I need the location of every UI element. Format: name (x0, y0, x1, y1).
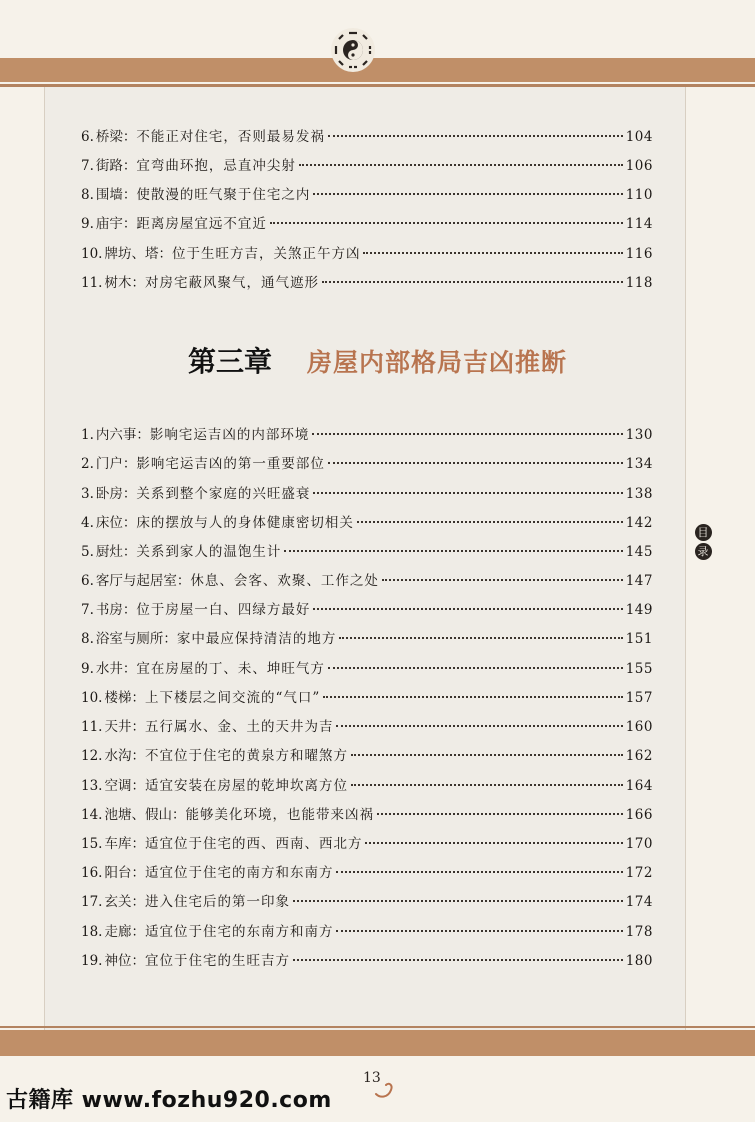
toc-entry[interactable] (81, 512, 653, 534)
toc-entry-page: 104 (625, 129, 653, 145)
toc-entry-text: 五行属水、金、土的天井为吉 (144, 719, 334, 735)
toc-entry-title: 阳台： (104, 865, 145, 881)
toc-entry-text: 影响宅运吉凶的内部环境 (149, 427, 310, 443)
toc-leader-dots (313, 193, 622, 195)
toc-entry-text: 距离房屋宜远不宜近 (136, 216, 267, 232)
toc-entry-page: 162 (625, 748, 653, 764)
toc-entry-number: 11. (81, 275, 103, 291)
toc-entry-number: 8. (81, 631, 94, 647)
toc-entry[interactable] (81, 658, 653, 680)
toc-entry[interactable] (81, 483, 653, 505)
toc-entry-number: 7. (81, 602, 94, 618)
toc-leader-dots (336, 871, 622, 873)
toc-leader-dots (382, 579, 623, 581)
toc-entry[interactable] (81, 155, 653, 177)
toc-entry[interactable] (81, 745, 653, 767)
header-bar (0, 58, 755, 82)
toc-entry-text: 关系到整个家庭的兴旺盛衰 (136, 486, 311, 502)
toc-entry-page: 174 (625, 894, 653, 910)
toc-leader-dots (377, 813, 623, 815)
toc-entry-page: 164 (625, 778, 653, 794)
toc-entry[interactable] (81, 599, 653, 621)
toc-entry-title: 空调： (104, 778, 145, 794)
toc-entry-page: 110 (625, 187, 653, 203)
toc-entry[interactable] (81, 687, 653, 709)
toc-entry-page: 147 (625, 573, 653, 589)
toc-entry-title: 水沟： (104, 748, 145, 764)
toc-entry-page: 116 (625, 246, 653, 262)
toc-entry-page: 134 (625, 456, 653, 472)
toc-leader-dots (313, 492, 622, 494)
toc-entry-title: 门户： (95, 456, 137, 472)
toc-entry-page: 155 (625, 661, 653, 677)
toc-entry-page: 145 (625, 544, 653, 560)
toc-leader-dots (336, 930, 622, 932)
toc-leader-dots (312, 433, 622, 435)
bagua-taiji-icon (331, 28, 375, 72)
toc-entry-page: 142 (625, 515, 653, 531)
toc-entry-number: 9. (81, 216, 94, 232)
toc-leader-dots (284, 550, 622, 552)
toc-entry-text: 上下楼层之间交流的“气口” (144, 690, 321, 706)
toc-entry-page: 178 (625, 924, 653, 940)
toc-entry[interactable] (81, 628, 653, 650)
toc-leader-dots (363, 252, 622, 254)
toc-entry[interactable] (81, 804, 653, 826)
toc-entry-text: 适宜位于住宅的南方和东南方 (144, 865, 334, 881)
toc-entry-page: 172 (625, 865, 653, 881)
chapter-label: 第三章 (187, 345, 272, 378)
toc-entry[interactable] (81, 126, 653, 148)
page-number: 13 (363, 1070, 381, 1086)
toc-entry-title: 床位： (95, 515, 137, 531)
toc-entry-text: 影响宅运吉凶的第一重要部位 (136, 456, 325, 472)
toc-entry-number: 13. (81, 778, 103, 794)
toc-entry-title: 庙宇： (95, 216, 137, 232)
toc-entry-text: 进入住宅后的第一印象 (144, 894, 290, 910)
toc-entry-text: 位于生旺方吉，关煞正午方凶 (171, 246, 361, 262)
toc-entry[interactable] (81, 272, 653, 294)
toc-entry-number: 19. (81, 953, 103, 969)
toc-entry-number: 6. (81, 573, 94, 589)
toc-entry[interactable] (81, 862, 653, 884)
chapter-title: 房屋内部格局吉凶推断 (307, 348, 568, 377)
toc-leader-dots (323, 696, 622, 698)
toc-entry[interactable] (81, 570, 653, 592)
toc-entry-text: 适宜位于住宅的西、西南、西北方 (144, 836, 363, 852)
toc-entry-text: 适宜安装在房屋的乾坤坎离方位 (144, 778, 348, 794)
toc-leader-dots (322, 281, 623, 283)
toc-entry-text: 使散漫的旺气聚于住宅之内 (136, 187, 311, 203)
toc-entry-number: 11. (81, 719, 103, 735)
chapter-heading (0, 340, 755, 384)
toc-side-tab[interactable] (689, 524, 717, 560)
toc-entry-text: 宜位于住宅的生旺吉方 (144, 953, 290, 969)
toc-entry-text: 宜弯曲环抱，忌直冲尖射 (136, 158, 296, 174)
toc-entry-title: 牌坊、塔： (104, 246, 172, 262)
toc-entry-title: 内六事： (95, 427, 150, 443)
toc-entry[interactable] (81, 213, 653, 235)
toc-entry-text: 能够美化环境，也能带来凶祸 (185, 807, 374, 823)
toc-entry-number: 3. (81, 486, 94, 502)
toc-entry-title: 走廊： (104, 924, 145, 940)
toc-entry[interactable] (81, 833, 653, 855)
site-watermark[interactable]: 古籍库 www.fozhu920.com (6, 1088, 332, 1113)
toc-entry[interactable] (81, 424, 653, 446)
toc-entry-number: 15. (81, 836, 103, 852)
toc-leader-dots (328, 135, 623, 137)
toc-entry-title: 天井： (104, 719, 145, 735)
toc-entry-title: 楼梯： (104, 690, 145, 706)
toc-entry-page: 157 (625, 690, 653, 706)
toc-entry-number: 8. (81, 187, 94, 203)
toc-entry-number: 18. (81, 924, 103, 940)
toc-entry-text: 家中最应保持清洁的地方 (176, 631, 337, 647)
toc-entry-page: 166 (625, 807, 653, 823)
toc-entry-text: 床的摆放与人的身体健康密切相关 (136, 515, 354, 531)
toc-entry-number: 6. (81, 129, 94, 145)
swirl-ornament-icon (372, 1078, 396, 1100)
toc-entry-number: 1. (81, 427, 94, 443)
toc-entry-page: 114 (625, 216, 653, 232)
toc-leader-dots (351, 784, 623, 786)
toc-entry-number: 9. (81, 661, 94, 677)
toc-leader-dots (365, 842, 622, 844)
side-tab-char: 目 (695, 524, 712, 541)
toc-entry[interactable] (81, 950, 653, 972)
toc-entry-title: 书房： (95, 602, 137, 618)
toc-leader-dots (336, 725, 622, 727)
footer-bar (0, 1030, 755, 1056)
toc-entry-title: 玄关： (104, 894, 145, 910)
toc-entry-page: 170 (625, 836, 653, 852)
toc-entry-number: 10. (81, 690, 103, 706)
toc-entry-page: 180 (625, 953, 653, 969)
toc-entry[interactable] (81, 716, 653, 738)
toc-leader-dots (357, 521, 623, 523)
toc-entry-title: 神位： (104, 953, 145, 969)
toc-leader-dots (313, 608, 622, 610)
toc-leader-dots (351, 754, 623, 756)
toc-leader-dots (270, 222, 623, 224)
toc-entry-number: 14. (81, 807, 103, 823)
toc-entry[interactable] (81, 921, 653, 943)
toc-entry-title: 厨灶： (95, 544, 137, 560)
toc-entry-page: 160 (625, 719, 653, 735)
toc-entry-text: 适宜位于住宅的东南方和南方 (144, 924, 334, 940)
toc-entry-number: 7. (81, 158, 94, 174)
toc-entry[interactable] (81, 243, 653, 265)
toc-entry-number: 12. (81, 748, 103, 764)
toc-entry-text: 位于房屋一白、四绿方最好 (136, 602, 311, 618)
toc-leader-dots (328, 462, 623, 464)
toc-entry[interactable] (81, 891, 653, 913)
toc-leader-dots (293, 959, 623, 961)
toc-leader-dots (299, 164, 623, 166)
toc-entry[interactable] (81, 541, 653, 563)
toc-entry-text: 不能正对住宅，否则最易发祸 (136, 129, 325, 145)
toc-entry-page: 118 (625, 275, 653, 291)
side-tab-char: 录 (695, 543, 712, 560)
toc-entry-text: 宜在房屋的丁、未、坤旺气方 (136, 661, 325, 677)
toc-entry-title: 街路： (95, 158, 137, 174)
toc-entry-title: 卧房： (95, 486, 137, 502)
toc-entry[interactable] (81, 184, 653, 206)
toc-entry-text: 关系到家人的温饱生计 (136, 544, 282, 560)
toc-entry-number: 17. (81, 894, 103, 910)
toc-entry-number: 5. (81, 544, 94, 560)
toc-entry-number: 10. (81, 246, 103, 262)
toc-entry-page: 130 (625, 427, 653, 443)
toc-leader-dots (328, 667, 623, 669)
toc-entry-title: 树木： (104, 275, 145, 291)
toc-entry-text: 休息、会客、欢聚、工作之处 (190, 573, 379, 589)
toc-entry-page: 149 (625, 602, 653, 618)
toc-entry-title: 客厅与起居室： (95, 573, 191, 589)
toc-entry-number: 16. (81, 865, 103, 881)
toc-leader-dots (293, 900, 623, 902)
toc-entry-page: 138 (625, 486, 653, 502)
toc-entry-title: 车库： (104, 836, 145, 852)
toc-entry-page: 151 (625, 631, 653, 647)
toc-entry[interactable] (81, 775, 653, 797)
footer-rule (0, 1026, 755, 1028)
toc-entry[interactable] (81, 453, 653, 475)
toc-entry-title: 浴室与厕所： (95, 631, 177, 647)
toc-entry-page: 106 (625, 158, 653, 174)
toc-entry-title: 围墙： (95, 187, 137, 203)
toc-entry-title: 水井： (95, 661, 137, 677)
toc-entry-text: 不宜位于住宅的黄泉方和曜煞方 (144, 748, 348, 764)
toc-entry-title: 池塘、假山： (104, 807, 186, 823)
toc-entry-text: 对房宅蔽风聚气，通气遮形 (144, 275, 319, 291)
toc-entry-number: 2. (81, 456, 94, 472)
toc-entry-title: 桥梁： (95, 129, 137, 145)
toc-entry-number: 4. (81, 515, 94, 531)
toc-leader-dots (339, 637, 622, 639)
